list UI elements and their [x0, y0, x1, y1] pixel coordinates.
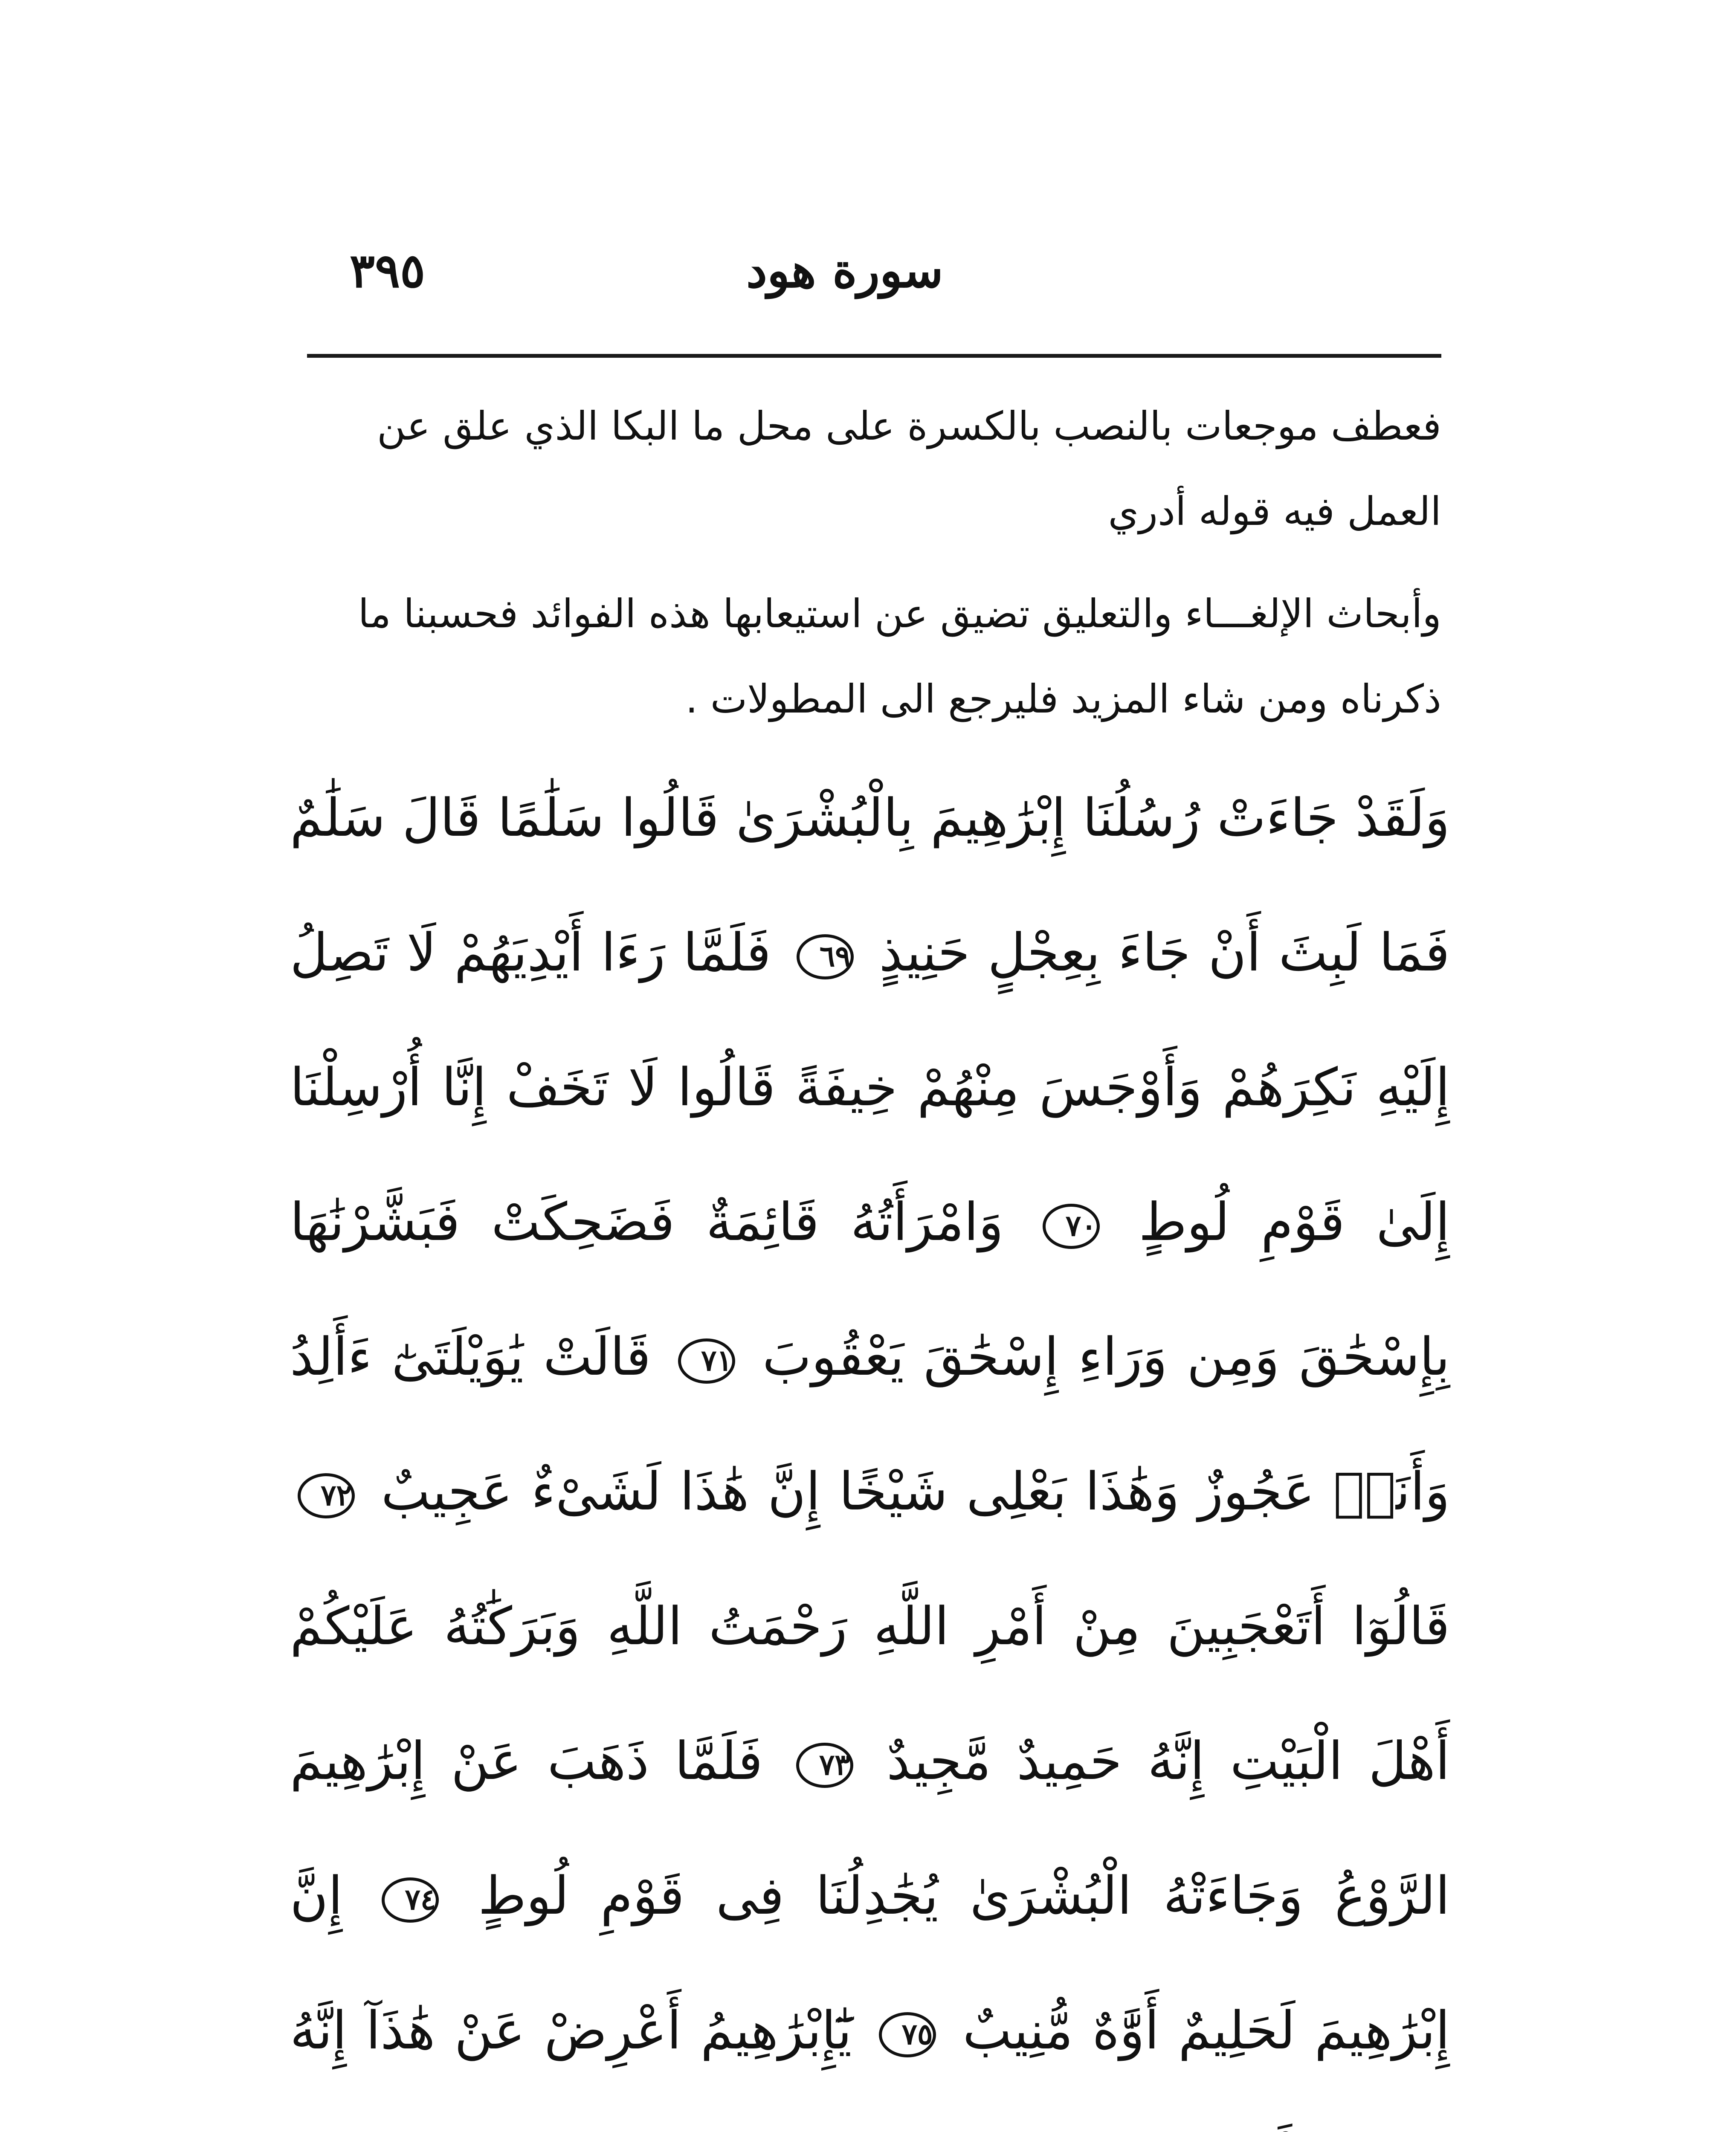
- verse-text: وَامْرَأَتُهُ قَائِمَةٌ فَضَحِكَتْ فَبَشَّرْنَٰهَا بِإِسْحَٰقَ وَمِن وَرَاءِ إِسْحَٰقَ يَعْقُوبَ: [290, 1192, 1450, 1387]
- verse-text: فَلَمَّا رَءَا أَيْدِيَهُمْ لَا تَصِلُ إِلَيْهِ نَكِرَهُمْ وَأَوْجَسَ مِنْهُمْ خِيفَةً قَالُوا لَا تَخَفْ إِنَّا أُرْسِلْنَا إِلَىٰ قَوْمِ لُوطٍ: [290, 922, 1450, 1252]
- verse-number-marker: ٧٢: [298, 1473, 355, 1518]
- verse-text: وَلَقَدْ جَاءَتْ رُسُلُنَا إِبْرَٰهِيمَ بِالْبُشْرَىٰ قَالُوا سَلَٰمًا قَالَ سَلَٰمٌ فَمَا لَبِثَ أَنْ جَاءَ بِعِجْلٍ حَنِيذٍ: [290, 788, 1450, 983]
- verse-number-marker: ٧١: [678, 1338, 735, 1384]
- commentary-paragraph: فعطف موجعات بالنصب بالكسرة على محل ما البكا الذي علق عن العمل فيه قوله أدري: [377, 403, 1441, 534]
- verse-text: إِنَّ إِبْرَٰهِيمَ لَحَلِيمٌ أَوَّٰهٌ مُّنِيبٌ: [290, 1866, 1450, 2061]
- verse-text: قَالُوٓا أَتَعْجَبِينَ مِنْ أَمْرِ اللَّهِ رَحْمَتُ اللَّهِ وَبَرَكَٰتُهُ عَلَيْكُمْ أَهْلَ الْبَيْتِ إِنَّهُ حَمِيدٌ مَّجِيدٌ: [290, 1596, 1450, 1791]
- verse-number-marker: ٦٩: [797, 934, 854, 979]
- quran-verses: [290, 750, 1450, 2132]
- page-number: ٣٩٥: [350, 243, 426, 298]
- verse-text: فَلَمَّا ذَهَبَ عَنْ إِبْرَٰهِيمَ الرَّوْعُ وَجَاءَتْهُ الْبُشْرَىٰ يُجَٰدِلُنَا فِى قَوْمِ لُوطٍ: [290, 1731, 1450, 1926]
- commentary-block: [299, 384, 1441, 742]
- verse-number-marker: ٧٤: [382, 1877, 439, 1923]
- verse-text: يَٰٓإِبْرَٰهِيمُ أَعْرِضْ عَنْ هَٰذَآ إِنَّهُ: [290, 2000, 852, 2061]
- verse-number-marker: ٧٣: [796, 1743, 853, 1788]
- page-header: [299, 243, 1450, 311]
- surah-title: سورة هود: [746, 243, 943, 298]
- header-divider: [307, 354, 1441, 358]
- verse-number-marker: ٧٥: [879, 2012, 936, 2057]
- verse-text: قَالَتْ يَٰوَيْلَتَىٰٓ ءَأَلِدُ وَأَنَا۠ عَجُوزٌ وَهَٰذَا بَعْلِى شَيْخًا إِنَّ هَٰذَا لَشَىْءٌ عَجِيبٌ: [290, 1327, 1450, 1522]
- commentary-paragraph: وأبحاث الإلغـــاء والتعليق تضيق عن استيعابها هذه الفوائد فحسبنا ما ذكرناه ومن شاء المزيد فليرجع الى المطولات .: [358, 591, 1441, 722]
- verse-number-marker: ٧٠: [1043, 1204, 1100, 1249]
